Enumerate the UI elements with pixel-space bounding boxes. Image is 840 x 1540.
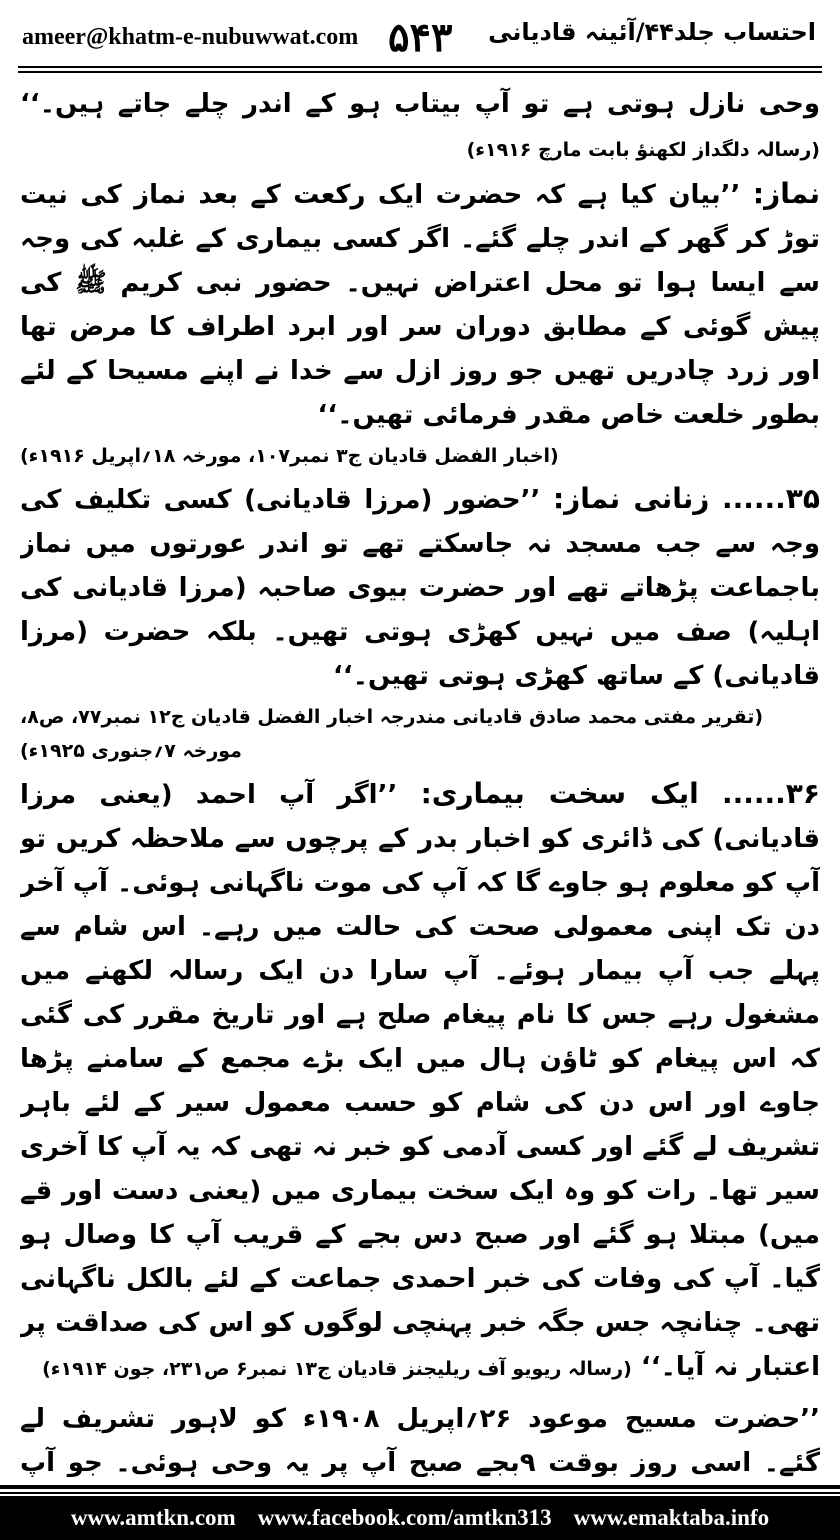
footer-link-facebook[interactable]: www.facebook.com/amtkn313 [257,1505,552,1530]
citation: (رسالہ دلگداز لکھنؤ بابت مارچ ۱۹۱۶ء) [466,139,820,161]
paragraph: ۳۶...... ایک سخت بیماری: ’’اگر آپ احمد (یعنی مرزا قادیانی) کی ڈائری کو اخبار بدر کے پرچوں سے ملاحظہ کریں تو آپ کو معلوم ہو جاوے گا کہ آپ کی موت ناگہانی ہوئی۔ آپ آخر دن تک اپنی معمولی صحت کی حالت میں رہے۔ اس شام سے پہلے جب آپ بیمار ہوئے۔ آپ سارا دن ایک رسالہ لکھنے میں مشغول رہے جس کا نام پیغام صلح ہے اور تاریخ مقرر کی گئی کہ اس پیغام کو ٹاؤن ہال میں ایک بڑے مجمع کے سامنے پڑھا جاوے اور اس دن کی شام کو حسب معمول سیر کے لئے باہر تشریف لے گئے اور کسی آدمی کو خبر نہ تھی کہ یہ آپ کا آخری سیر تھا۔ رات کو وہ ایک سخت بیماری میں (یعنی دست اور قے میں) مبتلا ہو گئے اور صبح دس بجے کے قریب آپ کا وصال ہو گیا۔ آپ کی وفات کی خبر احمدی جماعت کے لئے بالکل ناگہانی تھی۔ چنانچہ جس جگہ خبر پہنچی لوگوں کو اس کی صداقت پر اعتبار نہ آیا۔‘‘ (رسالہ ریویو آف ریلیجنز قادیان ج۱۳ نمبر۶ ص۲۳۱، جون ۱۹۱۴ء) [20,777,820,1382]
paragraph: ’’حضرت مسیح موعود ۲۶؍اپریل ۱۹۰۸ء کو لاہور تشریف لے گئے۔ اسی روز بوقت ۹بجے صبح آپ پر یہ وحی ہوئی۔ جو آپ [20,1404,820,1477]
page-footer [0,1496,840,1540]
section-label: زنانی نماز: [552,482,710,515]
footer-link-emaktaba[interactable]: www.emaktaba.info [573,1505,770,1530]
header-email[interactable]: ameer@khatm-e-nubuwwat.com [22,24,359,50]
citation: (رسالہ ریویو آف ریلیجنز قادیان ج۱۳ نمبر۶ ص۲۳۱، جون ۱۹۱۴ء) [42,1358,632,1380]
paragraph: وحی نازل ہوتی ہے تو آپ بیتاب ہو کے اندر چلے جاتے ہیں۔‘‘ (رسالہ دلگداز لکھنؤ بابت مارچ ۱۹۱۶ء) [20,89,820,161]
page-body [20,82,820,1477]
section-label: ایک سخت بیماری: [420,777,699,810]
footer-link-amtkn[interactable]: www.amtkn.com [70,1505,236,1530]
page-number: ۵۴۳ [388,14,453,61]
section-label: نماز: [752,177,820,210]
footer-divider [0,1485,840,1489]
section-number: ۳۵...... [721,482,820,515]
header-divider [18,71,822,73]
header-divider [18,66,822,68]
book-title: احتساب جلد۴۴/آئینہ قادیانی [488,18,816,46]
citation: (اخبار الفضل قادیان ج۳ نمبر۱۰۷، مورخہ ۱۸؍اپریل ۱۹۱۶ء) [20,445,559,467]
paragraph: نماز: ’’بیان کیا ہے کہ حضرت ایک رکعت کے بعد نماز کی نیت توڑ کر گھر کے اندر چلے گئے۔ اگر کسی بیماری کے غلبہ کی وجہ سے ایسا ہوا تو محل اعتراض نہیں۔ حضور نبی کریم ﷺ کی پیش گوئی کے مطابق دوران سر اور ابرد اطراف کا مرض تھا اور زرد چادریں تھیں جو روز ازل سے خدا نے اپنے مسیحا کے لئے بطور خلعت خاص مقدر فرمائی تھیں۔‘‘ [20,177,820,430]
section-number: ۳۶...... [721,777,820,810]
citation: (تقریر مفتی محمد صادق قادیانی مندرجہ اخبار الفضل قادیان ج۱۲ نمبر۷۷، ص۸، مورخہ ۷؍جنوری ۱۹۲۵ء) [20,706,764,762]
page-header [0,0,840,70]
paragraph: ۳۵...... زنانی نماز: ’’حضور (مرزا قادیانی) کسی تکلیف کی وجہ سے جب مسجد نہ جاسکتے تھے تو اندر عورتوں میں نماز باجماعت پڑھاتے تھے اور حضرت بیوی صاحبہ (مرزا قادیانی کی اہلیہ) صف میں نہیں کھڑی ہوتی تھیں۔ بلکہ حضرت (مرزا قادیانی) کے ساتھ کھڑی ہوتی تھیں۔‘‘ [20,482,820,691]
footer-divider [0,1492,840,1494]
